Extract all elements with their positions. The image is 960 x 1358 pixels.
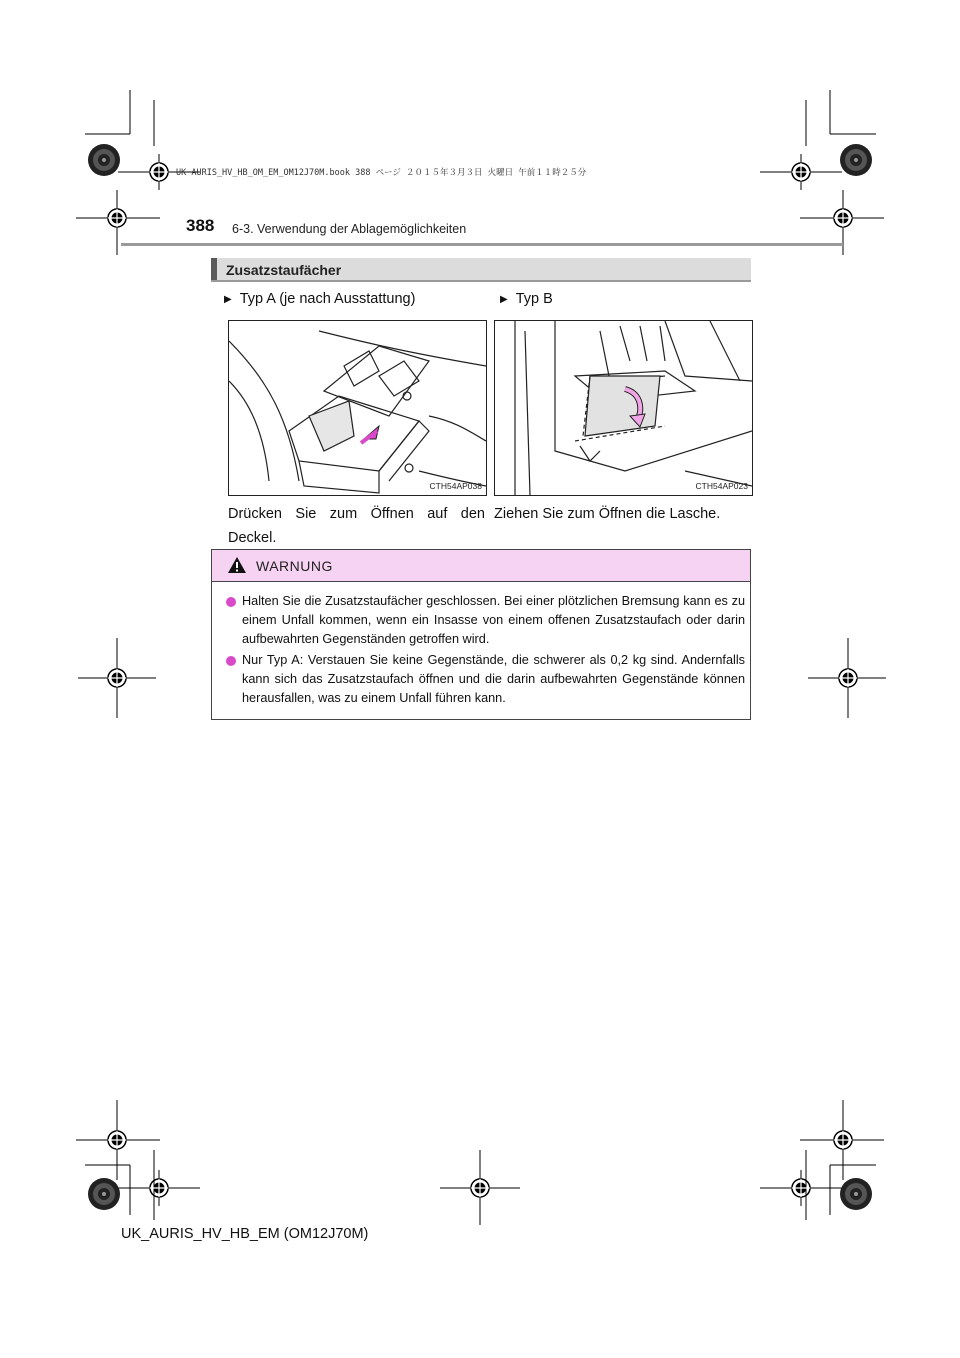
type-b-label: ▶ Typ B [500,291,553,307]
warning-header [212,550,750,582]
overhead-console-illustration [229,321,486,495]
page-number: 388 [186,216,215,235]
type-b-description: Ziehen Sie zum Öffnen die Lasche. [494,506,721,522]
warning-box [211,549,751,720]
bullet-icon [226,597,236,607]
warning-triangle-icon [227,556,247,574]
triangle-bullet-icon: ▶ [500,294,508,305]
heading-bar [211,258,217,280]
type-a-label: ▶ Typ A (je nach Ausstattung) [224,291,416,307]
figure-type-b [494,320,753,496]
dashboard-compartment-illustration [495,321,752,495]
header-rule [121,243,843,246]
section-heading [211,258,751,282]
warning-item-1: Halten Sie die Zusatzstaufächer geschlossen. Bei einer plötzlichen Bremsung kann es zu einem Unfall kommen, wenn ein Insasse von einem offenen Zusatzstaufach oder darin aufbewahrten Gegenständen getroffen wird. [242,594,745,646]
figure-code-a: CTH54AP038 [429,481,482,491]
type-a-description: Drücken Sie zum Öffnen auf den Deckel. [228,506,485,546]
heading-text: Zusatzstaufächer [226,262,342,278]
figure-code-b: CTH54AP023 [695,481,748,491]
footer-code: UK_AURIS_HV_HB_EM (OM12J70M) [121,1226,369,1242]
section-title: 6-3. Verwendung der Ablagemöglichkeiten [232,222,467,236]
print-header: UK AURIS_HV_HB_OM_EM_OM12J70M.book 388 ページ ２０１５年３月３日 火曜日 午前１１時２５分 [176,168,587,178]
bullet-icon [226,656,236,666]
triangle-bullet-icon: ▶ [224,294,232,305]
warning-title: WARNUNG [256,558,333,574]
warning-item-2: Nur Typ A: Verstauen Sie keine Gegenstände, die schwerer als 0,2 kg sind. Andernfalls kann sich das Zusatzstaufach öffnen und die darin aufbewahrten Gegenstände können herausfallen, was zu einem Unfall führen kann. [242,653,745,705]
figure-type-a [228,320,487,496]
